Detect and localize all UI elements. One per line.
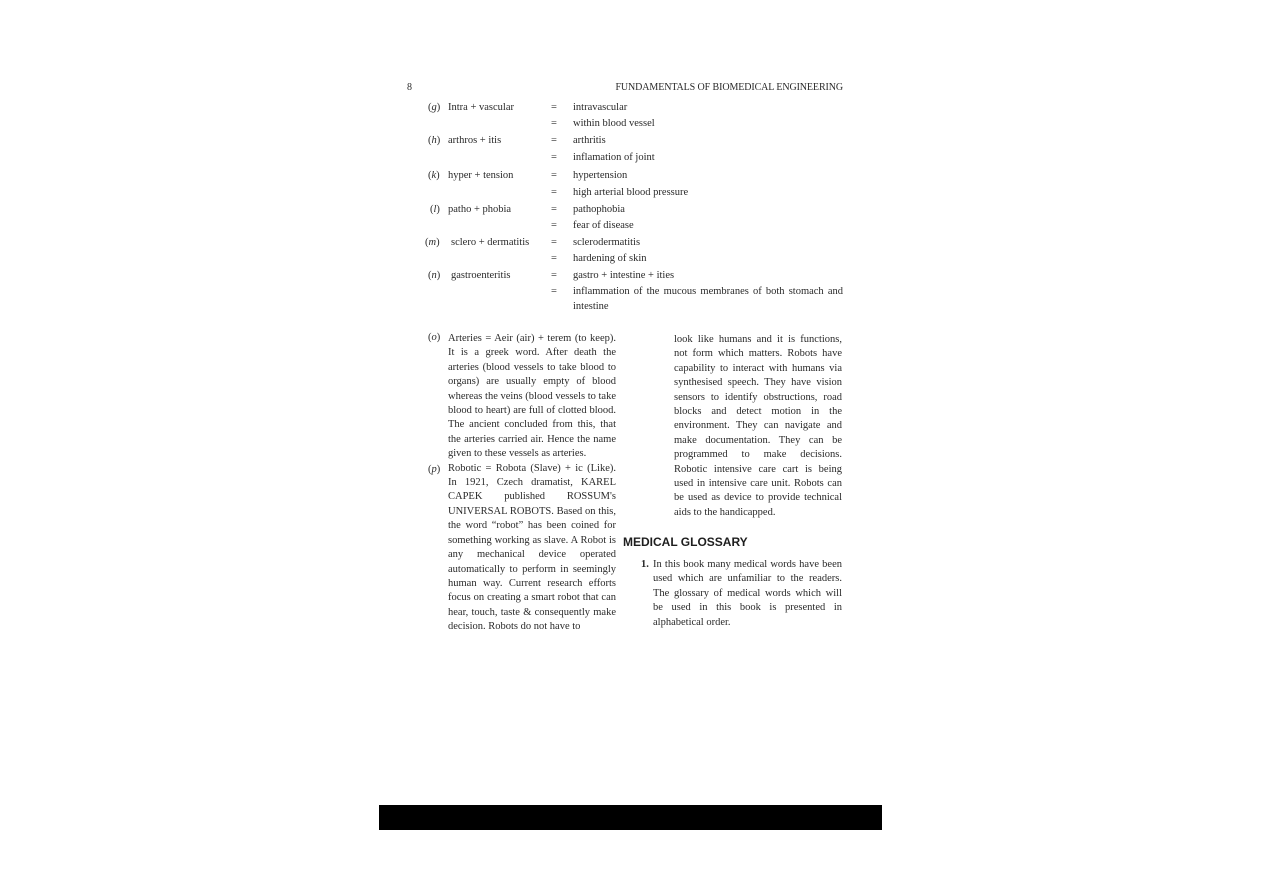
derivation-term: hyper + tension (448, 170, 514, 181)
running-title: FUNDAMENTALS OF BIOMEDICAL ENGINEERING (615, 82, 843, 93)
derivation-label: (l) (430, 204, 440, 215)
paragraph-label-p: (p) (428, 464, 441, 475)
equals-sign: = (551, 170, 557, 181)
glossary-item-text: In this book many medical words have been used which are unfamiliar to the readers. The glossary of medical words which will be used in this book is presented in alphabetical order. (653, 559, 842, 628)
page-number: 8 (407, 82, 412, 93)
derivation-label: (h) (428, 135, 441, 146)
left-column (448, 332, 616, 635)
derivation-result: pathophobia (573, 204, 625, 215)
derivation-meaning: inflammation of the mucous membranes of both stomach and intestine (573, 286, 843, 312)
derivation-label: (k) (428, 170, 440, 181)
derivation-meaning: high arterial blood pressure (573, 187, 689, 198)
equals-sign: = (551, 237, 557, 248)
equals-sign: = (551, 135, 557, 146)
right-column (674, 333, 842, 520)
derivation-label: (m) (425, 237, 440, 248)
derivation-label: (g) (428, 102, 441, 113)
derivation-result: gastro + intestine + ities (573, 270, 675, 281)
equals-sign: = (551, 220, 557, 231)
derivation-meaning: inflamation of joint (573, 152, 655, 163)
derivation-term: sclero + dermatitis (451, 237, 530, 248)
black-band (379, 805, 882, 830)
equals-sign: = (551, 152, 557, 163)
derivation-result: intravascular (573, 102, 628, 113)
equals-sign: = (551, 253, 557, 264)
derivation-term: gastroenteritis (451, 270, 511, 281)
paragraph-robotic: Robotic = Robota (Slave) + ic (Like). In 1921, Czech dramatist, KAREL CAPEK published ROSSUM's UNIVERSAL ROBOTS. Based on this, the word “robot” has been coined for something working as slave. A Robot is any mechanical device operated automatically to perform in seemingly human way. Current research efforts focus on creating a smart robot that can hear, touch, taste & consequently make decision. Robots do not have to (448, 462, 616, 633)
paragraph-robotic-continued: look like humans and it is functions, not form which matters. Robots have capability to interact with humans via synthesised speech. They have vision sensors to identify obstructions, road blocks and detect motion in the environment. They can navigate and make documentation. They can be programmed to make decisions. Robotic intensive care cart is being used in intensive care unit. Robots can be used as device to provide technical aids to the handicapped. (674, 334, 842, 518)
paragraph-arteries: Arteries = Aeir (air) + terem (to keep). It is a greek word. After death the arteries (blood vessels to take blood to organs) are usually empty of blood whereas the veins (blood vessels to take blood to heart) are full of clotted blood. The ancient concluded from this, that the arteries carried air. Hence the name given to these vessels as arteries. (448, 333, 616, 460)
equals-sign: = (551, 204, 557, 215)
derivation-meaning: within blood vessel (573, 118, 655, 129)
equals-sign: = (551, 286, 557, 297)
equals-sign: = (551, 118, 557, 129)
derivation-result: sclerodermatitis (573, 237, 641, 248)
derivation-term: Intra + vascular (448, 102, 514, 113)
derivation-term: patho + phobia (448, 204, 512, 215)
derivation-meaning: fear of disease (573, 220, 634, 231)
derivation-result: hypertension (573, 170, 628, 181)
glossary-heading: MEDICAL GLOSSARY (623, 535, 748, 549)
equals-sign: = (551, 187, 557, 198)
equals-sign: = (551, 270, 557, 281)
derivation-term: arthros + itis (448, 135, 502, 146)
glossary-item-number: 1. (641, 559, 649, 570)
derivation-label: (n) (428, 270, 441, 281)
derivation-meaning: hardening of skin (573, 253, 647, 264)
derivation-result: arthritis (573, 135, 606, 146)
paragraph-label-o: (o) (428, 332, 441, 343)
equals-sign: = (551, 102, 557, 113)
